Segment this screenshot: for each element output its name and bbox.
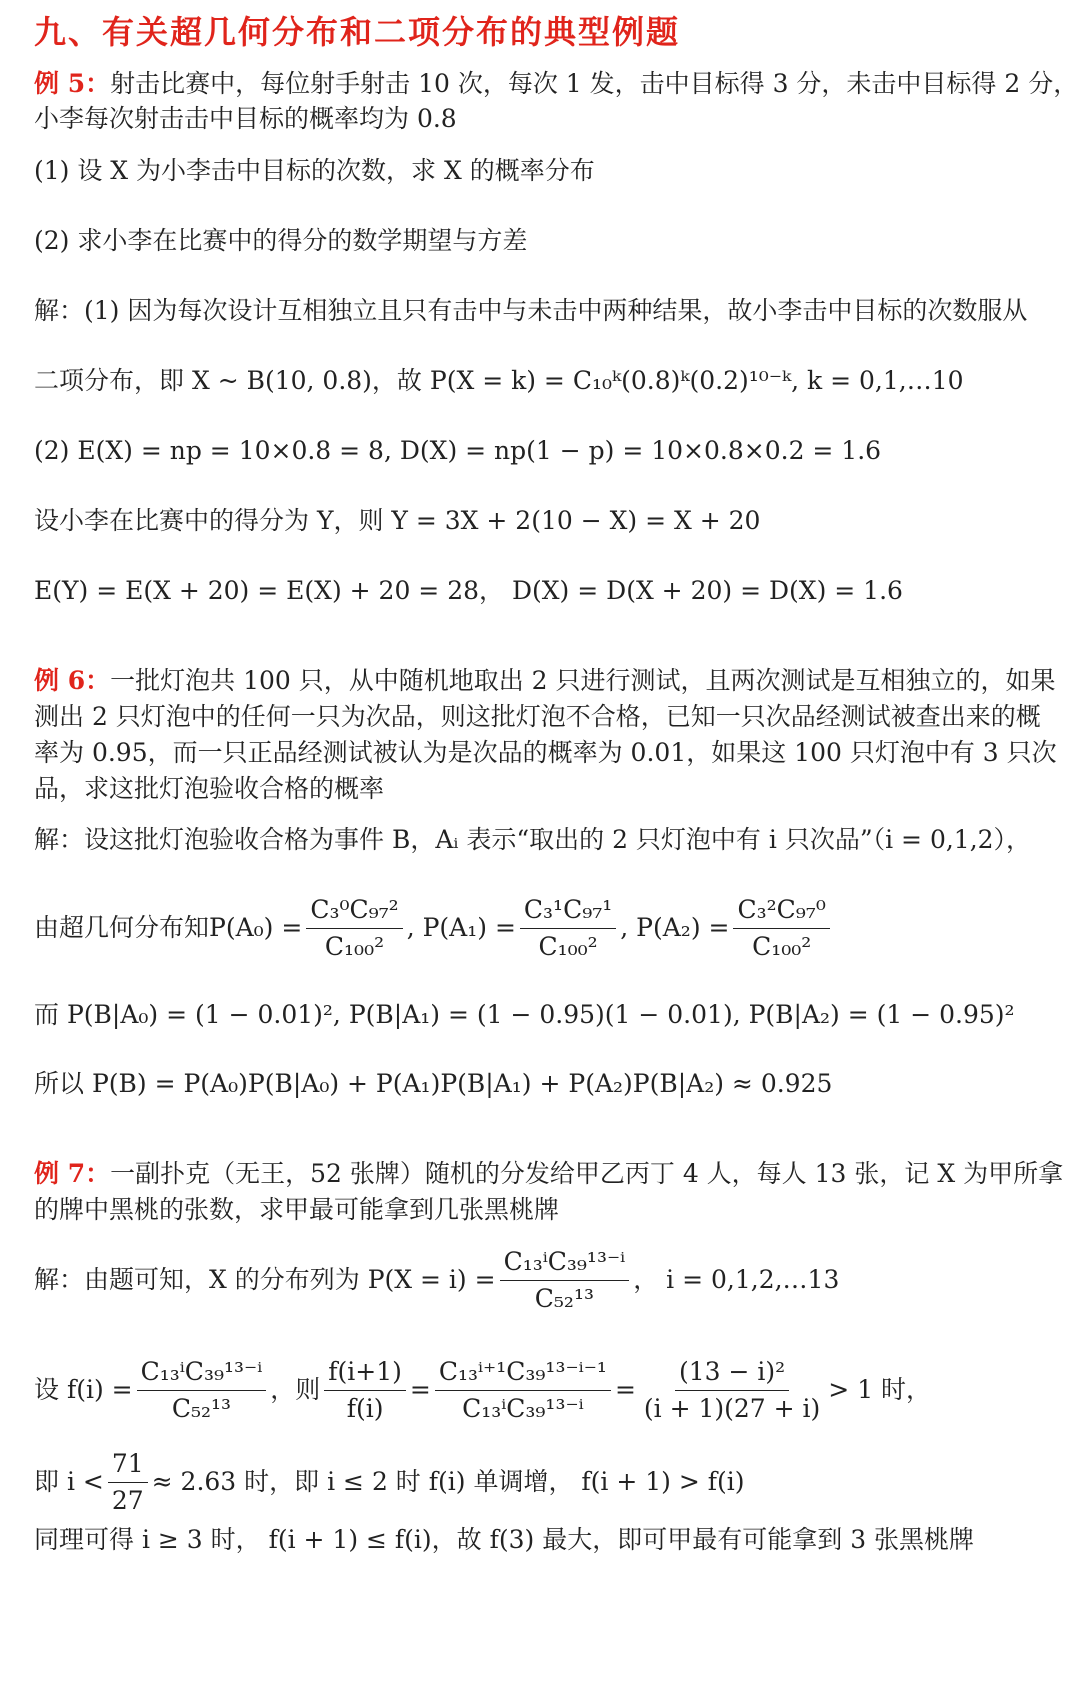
ex7-distribution-tail: ， i = 0,1,2,…13 (633, 1265, 840, 1294)
ex6-hypergeometric-line (34, 888, 1046, 968)
ex6-question-line-3: 率为 0.95，而一只正品经测试被认为是次品的概率为 0.01，如果这 100 只灯泡中有 3 只次 (34, 738, 1057, 767)
fraction-numerator: C₃⁰C₉₇² (306, 894, 402, 929)
fraction-denominator: (i + 1)(27 + i) (643, 1393, 821, 1423)
ex7-bound-tail: ≈ 2.63 时，即 i ≤ 2 时 f(i) 单调增， f(i + 1) > f(i) (151, 1467, 745, 1496)
ex7-bound-line (34, 1442, 1046, 1522)
ex5-question-line-2: 小李每次射击击中目标的概率均为 0.8 (34, 104, 457, 133)
ex5-solution-line-5: E(Y) = E(X + 20) = E(X) + 20 = 28， D(X) = D(X + 20) = D(X) = 1.6 (34, 576, 903, 605)
fraction-numerator: C₁₃ⁱC₃₉¹³⁻ⁱ (500, 1246, 630, 1281)
fraction-numerator: C₃¹C₉₇¹ (520, 894, 616, 929)
ex7-distribution-line (34, 1238, 1046, 1322)
fraction-denominator: C₁₀₀² (324, 931, 385, 961)
fraction-denominator: 27 (111, 1485, 144, 1515)
ex7-ratio-line (34, 1348, 1046, 1432)
fraction-numerator: C₁₃ⁱ⁺¹C₃₉¹³⁻ⁱ⁻¹ (435, 1356, 611, 1391)
ex6-fraction-a1 (520, 894, 616, 963)
fraction-denominator: f(i) (346, 1393, 384, 1423)
ex7-bound-lead: 即 i < (34, 1467, 104, 1496)
fraction-numerator: C₃²C₉₇⁰ (733, 894, 829, 929)
equals-sign: = (409, 1375, 431, 1404)
fraction-denominator: C₁₀₀² (538, 931, 598, 961)
ex6-formula-p-a2-lhs: , P(A₂) = (620, 913, 730, 942)
ex6-question-line-1: 例 6：一批灯泡共 100 只，从中随机地取出 2 只进行测试，且两次测试是互相独立的，如果 (34, 666, 1056, 695)
ex6-formula-p-a0-lhs: P(A₀) = (209, 913, 303, 942)
ex7-distribution-fraction (500, 1246, 630, 1315)
ex7-label: 例 7 (34, 1159, 86, 1188)
ex5-part-1: (1) 设 X 为小李击中目标的次数，求 X 的概率分布 (34, 156, 595, 185)
ex6-question-line-4: 品，求这批灯泡验收合格的概率 (34, 774, 385, 803)
ex7-question-text-1: 一副扑克（无王，52 张牌）随机的分发给甲乙丙丁 4 人，每人 13 张，记 X 为甲所拿 (110, 1159, 1064, 1188)
ex7-conclusion-line: 同理可得 i ≥ 3 时， f(i + 1) ≤ f(i)，故 f(3) 最大，即可甲最有可能拿到 3 张黑桃牌 (34, 1525, 975, 1554)
ex7-bound-fraction (108, 1448, 148, 1517)
fraction-numerator: 71 (108, 1448, 148, 1483)
ex7-ratio-mid: ，则 (270, 1375, 321, 1404)
ex6-fraction-a0 (306, 894, 402, 963)
ex7-simplified-fraction (640, 1356, 824, 1425)
ex5-question-line-1: 例 5：射击比赛中，每位射手射击 10 次，每次 1 发，击中目标得 3 分，未击中目标得 2 分， (34, 69, 1079, 98)
ex7-question-line-1: 例 7：一副扑克（无王，52 张牌）随机的分发给甲乙丙丁 4 人，每人 13 张，记 X 为甲所拿 (34, 1159, 1064, 1188)
fraction-numerator: (13 − i)² (675, 1356, 789, 1391)
ex5-solution-line-3: (2) E(X) = np = 10×0.8 = 8, D(X) = np(1 − p) = 10×0.8×0.2 = 1.6 (34, 436, 882, 465)
fraction-numerator: C₁₃ⁱC₃₉¹³⁻ⁱ (137, 1356, 267, 1391)
ex5-solution-line-4: 设小李在比赛中的得分为 Y，则 Y = 3X + 2(10 − X) = X + 20 (34, 506, 761, 535)
ex6-label: 例 6 (34, 666, 86, 695)
ex7-distribution-lead: 解：由题可知，X 的分布列为 P(X = i) = (34, 1265, 496, 1294)
fraction-denominator: C₅₂¹³ (171, 1393, 232, 1423)
ex6-question-line-2: 测出 2 只灯泡中的任何一只为次品，则这批灯泡不合格，已知一只次品经测试被查出来的概 (34, 702, 1041, 731)
ex6-question-text-1: 一批灯泡共 100 只，从中随机地取出 2 只进行测试，且两次测试是互相独立的，如果 (110, 666, 1056, 695)
equals-sign: = (614, 1375, 636, 1404)
ex6-solution-line-1: 解：设这批灯泡验收合格为事件 B，Aᵢ 表示“取出的 2 只灯泡中有 i 只次品”（i = 0,1,2）， (34, 825, 1032, 854)
fraction-numerator: f(i+1) (324, 1356, 406, 1391)
ex5-label: 例 5 (34, 69, 86, 98)
ex6-solution-line-4: 所以 P(B) = P(A₀)P(B|A₀) + P(A₁)P(B|A₁) + P(A₂)P(B|A₂) ≈ 0.925 (34, 1069, 833, 1098)
ex7-ratio-tail: > 1 时， (828, 1375, 932, 1404)
ex7-ratio-lead: 设 f(i) = (34, 1375, 133, 1404)
ex7-combination-ratio-fraction (435, 1356, 611, 1425)
ex7-ratio-fraction (324, 1356, 406, 1425)
ex5-question-text-1: 射击比赛中，每位射手射击 10 次，每次 1 发，击中目标得 3 分，未击中目标得 2 分， (110, 69, 1079, 98)
ex7-f-i-fraction (137, 1356, 267, 1425)
fraction-denominator: C₅₂¹³ (534, 1283, 594, 1313)
ex6-fraction-a2 (733, 894, 829, 963)
ex6-formula-lead: 由超几何分布知 (34, 913, 210, 942)
ex5-solution-line-2: 二项分布，即 X ~ B(10, 0.8)，故 P(X = k) = C₁₀ᵏ(0.8)ᵏ(0.2)¹⁰⁻ᵏ, k = 0,1,…10 (34, 366, 964, 395)
ex5-solution-line-1: 解：(1) 因为每次设计互相独立且只有击中与未击中两种结果，故小李击中目标的次数服从 (34, 296, 1028, 325)
section-title: 九、有关超几何分布和二项分布的典型例题 (34, 13, 681, 51)
ex6-formula-p-a1-lhs: , P(A₁) = (406, 913, 516, 942)
fraction-denominator: C₁₃ⁱC₃₉¹³⁻ⁱ (462, 1393, 584, 1423)
fraction-denominator: C₁₀₀² (752, 931, 812, 961)
ex7-question-line-2: 的牌中黑桃的张数，求甲最可能拿到几张黑桃牌 (34, 1195, 560, 1224)
ex5-part-2: (2) 求小李在比赛中的得分的数学期望与方差 (34, 226, 528, 255)
ex6-solution-line-3: 而 P(B|A₀) = (1 − 0.01)², P(B|A₁) = (1 − 0.95)(1 − 0.01), P(B|A₂) = (1 − 0.95)² (34, 1000, 1015, 1029)
